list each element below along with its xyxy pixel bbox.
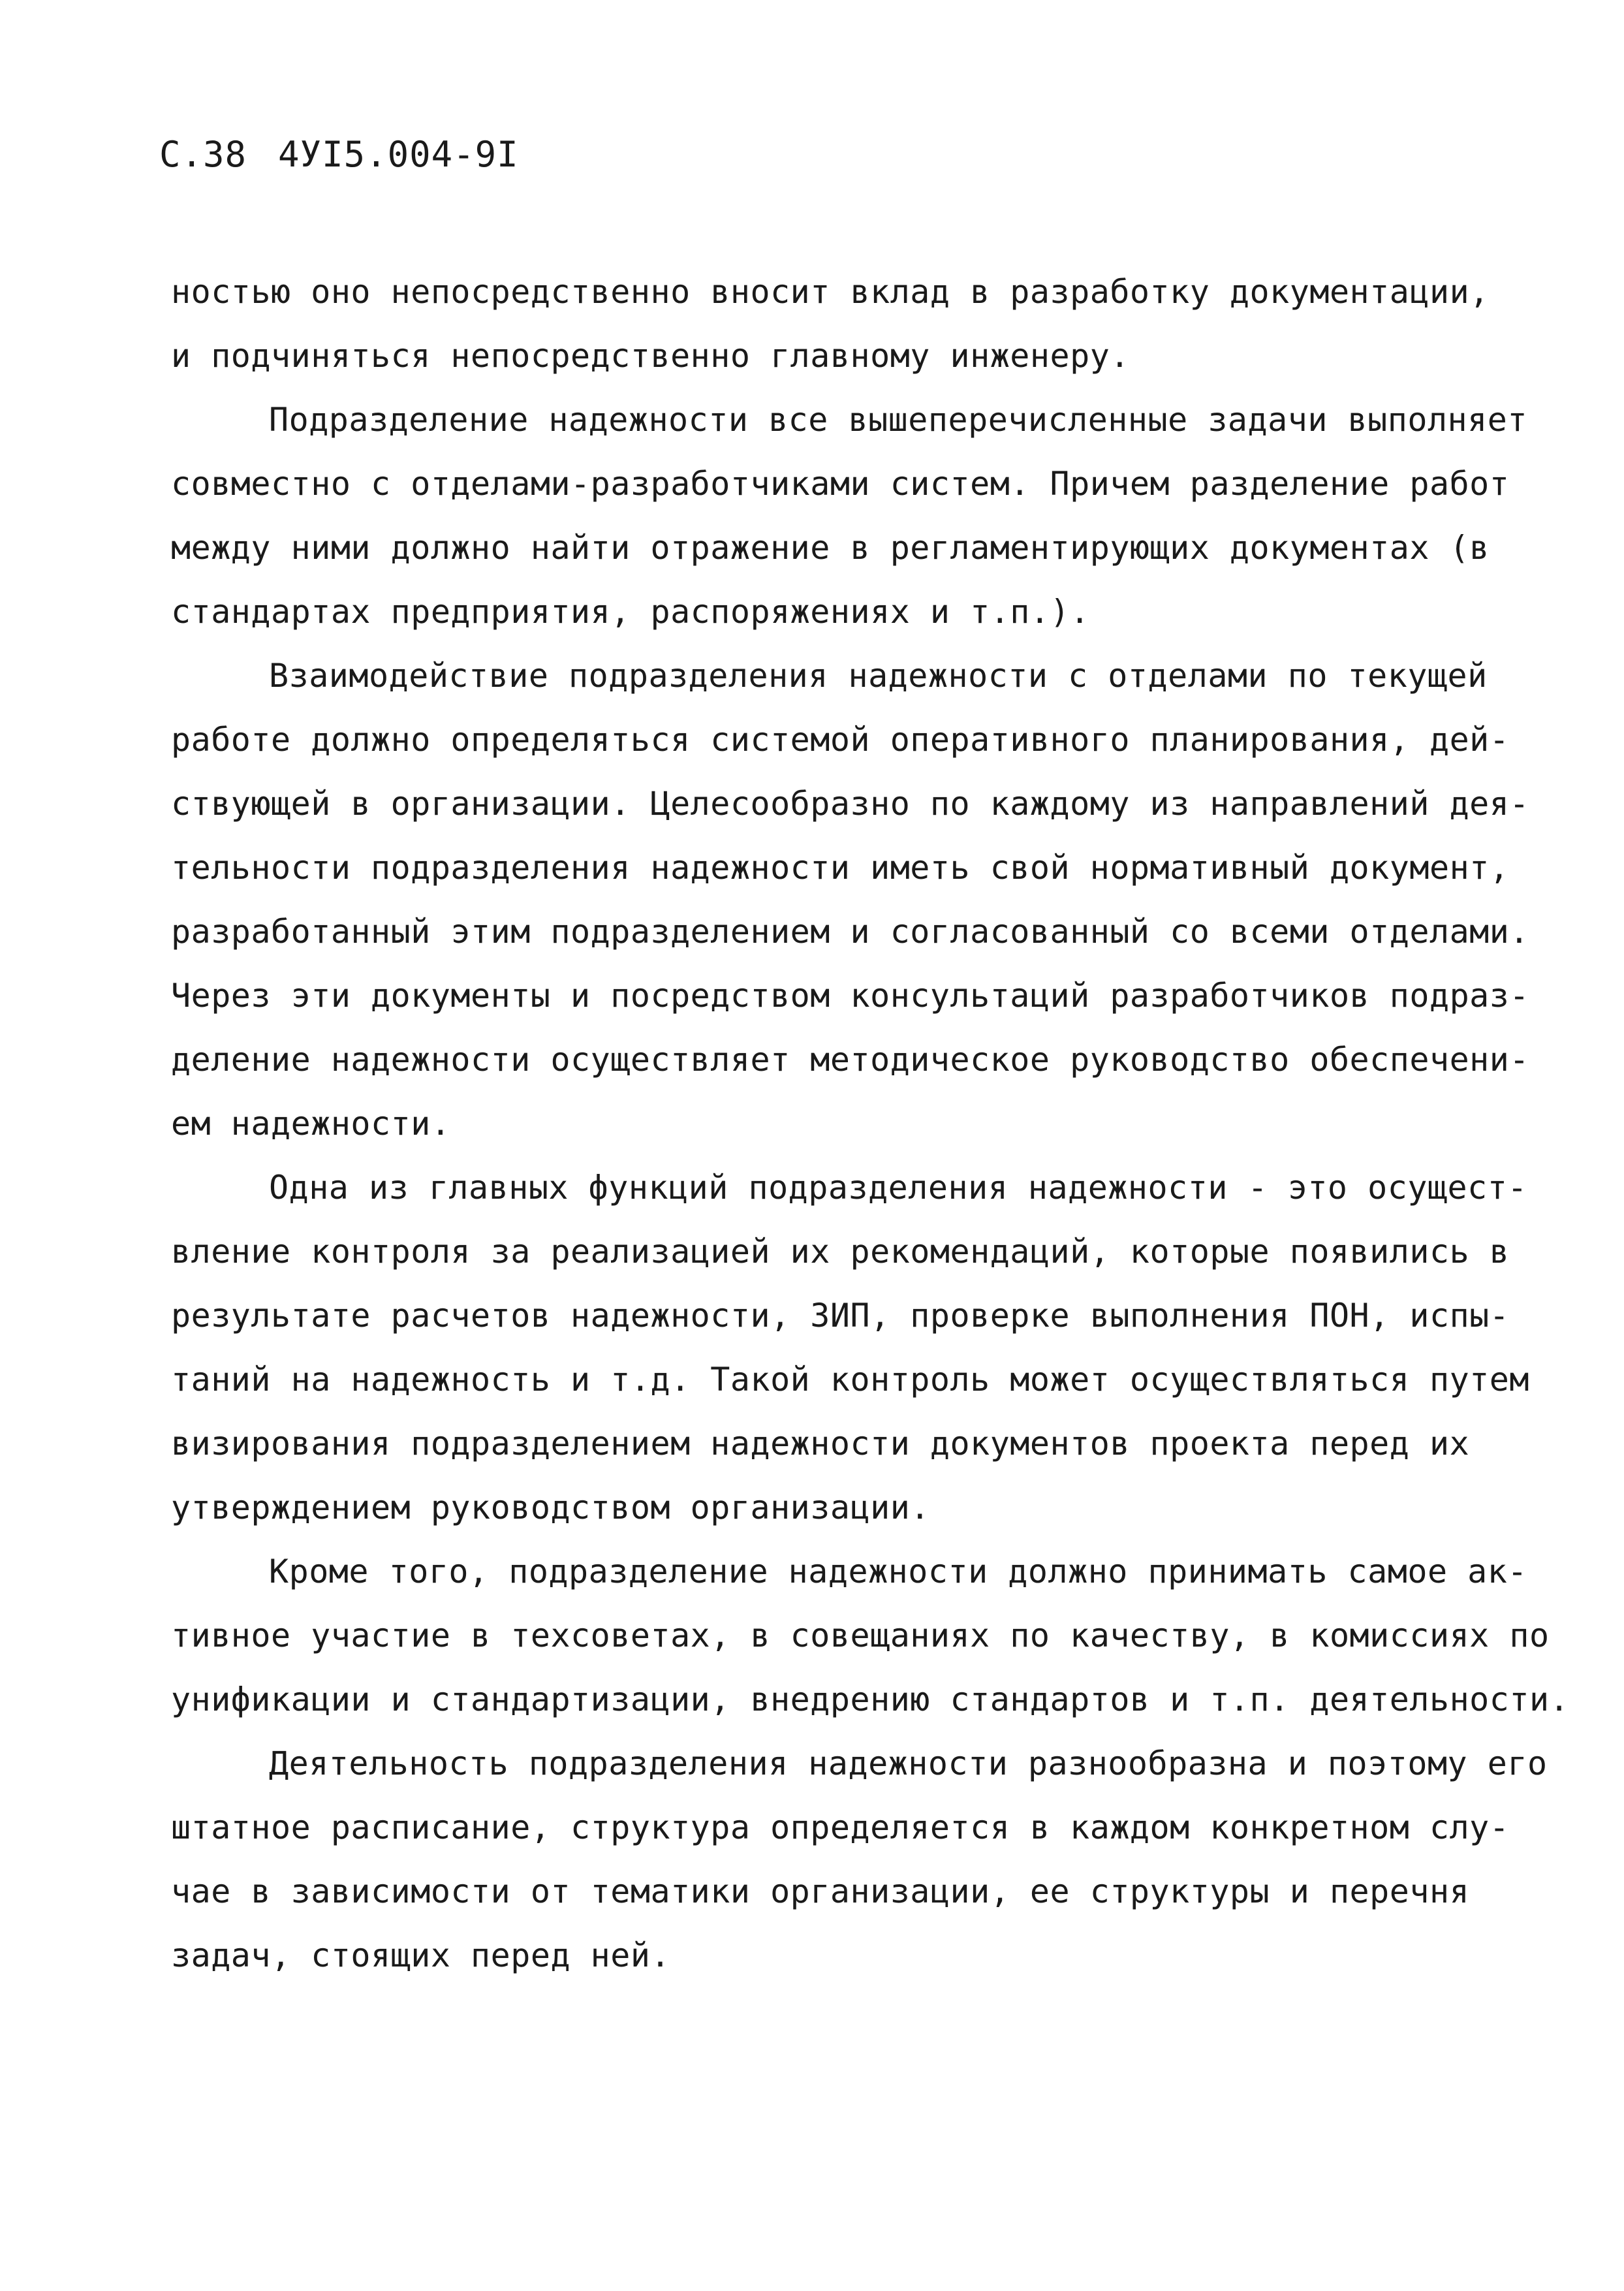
text-line: задач, стоящих перед ней. bbox=[171, 1936, 671, 1974]
text-line: тивное участие в техсоветах, в совещаниях по качеству, в комиссиях по bbox=[171, 1617, 1550, 1654]
body-text bbox=[171, 260, 1574, 1987]
text-line: работе должно определяться системой оперативного планирования, дей- bbox=[171, 721, 1510, 759]
text-line: вление контроля за реализацией их рекомендаций, которые появились в bbox=[171, 1233, 1510, 1271]
text-line: Одна из главных функций подразделения надежности - это осущест- bbox=[269, 1169, 1527, 1207]
text-line: унификации и стандартизации, внедрению стандартов и т.п. деятельности. bbox=[171, 1681, 1570, 1718]
document-code: 4УI5.004-9I bbox=[278, 134, 519, 175]
text-line: Деятельность подразделения надежности разнообразна и поэтому его bbox=[269, 1745, 1548, 1782]
text-line: тельности подразделения надежности иметь свой нормативный документ, bbox=[171, 849, 1510, 887]
text-line: стандартах предприятия, распоряжениях и т.п.). bbox=[171, 593, 1090, 631]
page-label: С.38 bbox=[159, 134, 247, 175]
text-line: утверждением руководством организации. bbox=[171, 1489, 930, 1526]
text-line: таний на надежность и т.д. Такой контроль может осуществляться путем bbox=[171, 1361, 1529, 1398]
text-line: ствующей в организации. Целесообразно по каждому из направлений дея- bbox=[171, 785, 1529, 823]
text-line: чае в зависимости от тематики организации, ее структуры и перечня bbox=[171, 1872, 1470, 1910]
text-line: Взаимодействие подразделения надежности с отделами по текущей bbox=[269, 657, 1488, 695]
page-header bbox=[159, 134, 519, 175]
text-line: ностью оно непосредственно вносит вклад в разработку документации, bbox=[171, 273, 1490, 311]
text-line: между ними должно найти отражение в регламентирующих документах (в bbox=[171, 529, 1490, 567]
text-line: ем надежности. bbox=[171, 1105, 451, 1143]
text-line: штатное расписание, структура определяется в каждом конкретном слу- bbox=[171, 1809, 1510, 1846]
text-line: деление надежности осуществляет методическое руководство обеспечени- bbox=[171, 1041, 1529, 1079]
text-line: совместно с отделами-разработчиками систем. Причем разделение работ bbox=[171, 465, 1510, 503]
text-line: Через эти документы и посредством консультаций разработчиков подраз- bbox=[171, 977, 1529, 1015]
text-line: и подчиняться непосредственно главному инженеру. bbox=[171, 337, 1130, 375]
text-line: Кроме того, подразделение надежности должно принимать самое ак- bbox=[269, 1553, 1527, 1590]
text-line: визирования подразделением надежности документов проекта перед их bbox=[171, 1425, 1470, 1462]
text-line: результате расчетов надежности, ЗИП, проверке выполнения ПОН, испы- bbox=[171, 1297, 1510, 1335]
text-line: разработанный этим подразделением и согласованный со всеми отделами. bbox=[171, 913, 1529, 951]
text-line: Подразделение надежности все вышеперечисленные задачи выполняет bbox=[269, 401, 1527, 439]
